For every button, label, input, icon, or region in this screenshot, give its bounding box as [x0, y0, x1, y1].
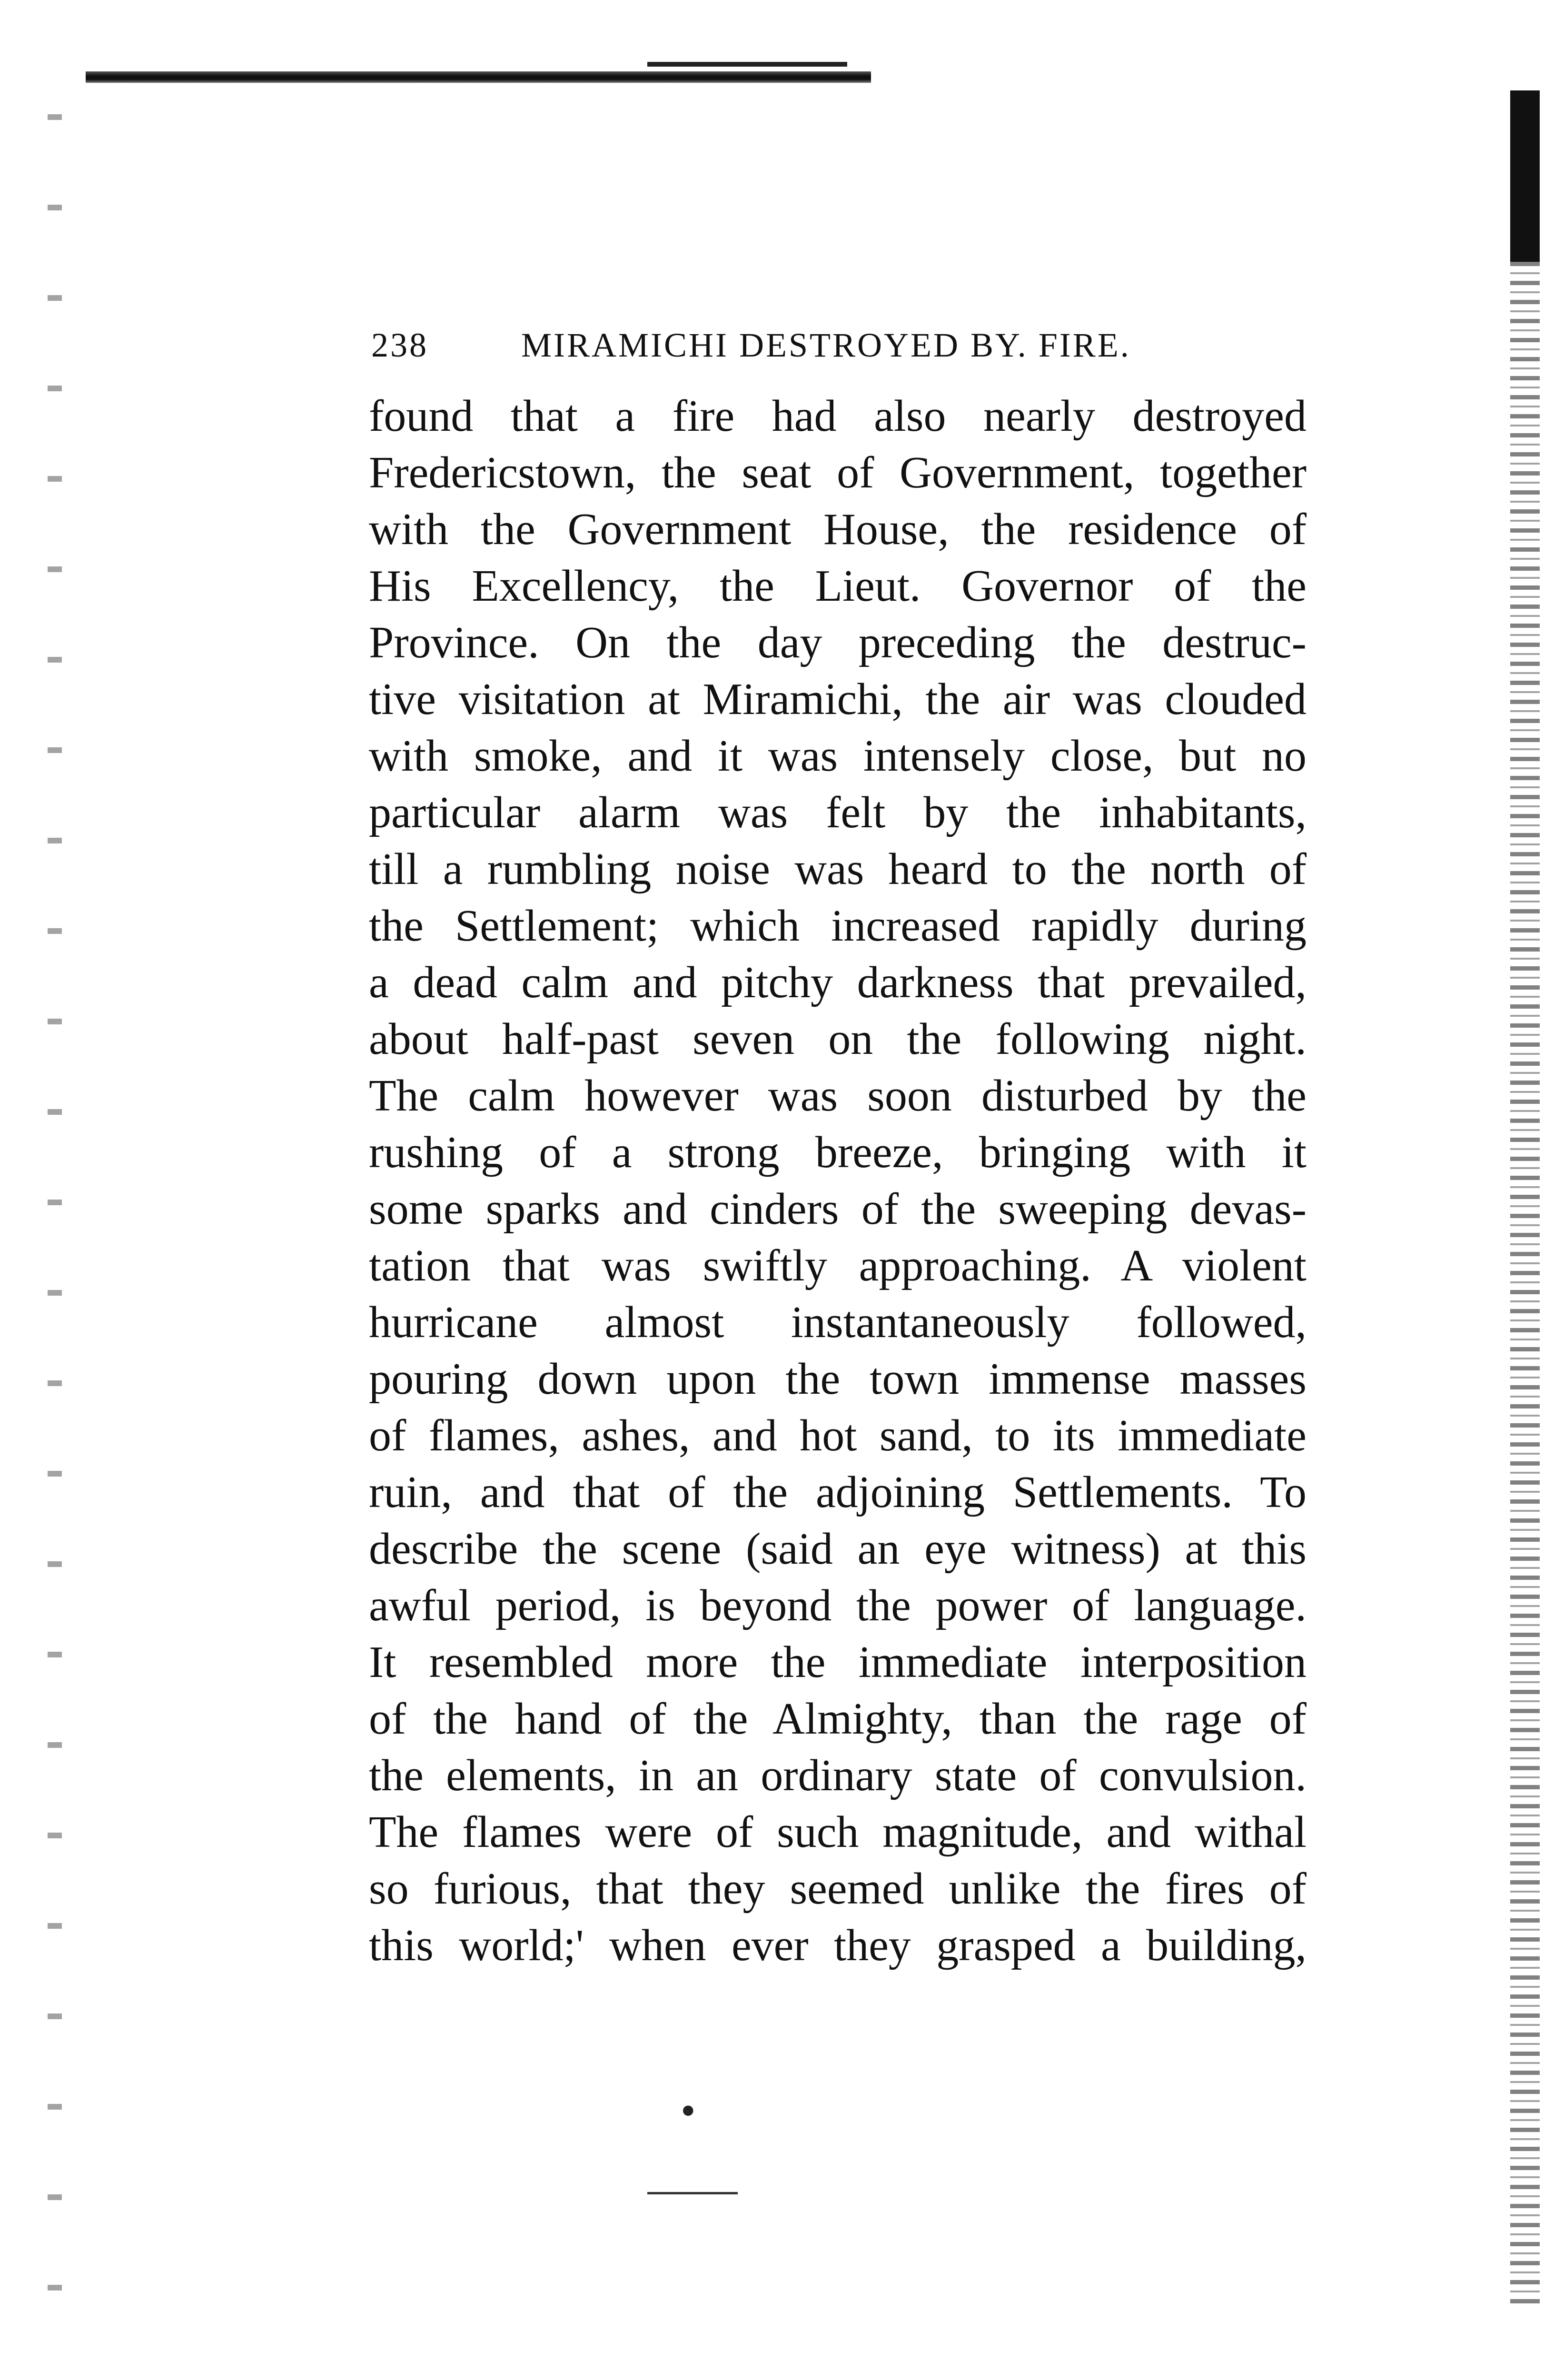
text-line: awful period, is beyond the power of language.: [369, 1581, 1307, 1630]
text-line: found that a fire had also nearly destroyed: [369, 391, 1307, 441]
text-line: with the Government House, the residence of: [369, 505, 1307, 554]
text-line: pouring down upon the town immense masses: [369, 1354, 1307, 1404]
text-line: particular alarm was felt by the inhabitants,: [369, 788, 1307, 837]
text-line: so furious, that they seemed unlike the fires of: [369, 1864, 1307, 1914]
text-line: the elements, in an ordinary state of convulsion.: [369, 1751, 1307, 1800]
running-head: [371, 319, 1209, 371]
text-line: a dead calm and pitchy darkness that prevailed,: [369, 958, 1307, 1007]
scan-artifact-left-edge: [48, 76, 62, 2337]
text-line: till a rumbling noise was heard to the north of: [369, 844, 1307, 894]
text-line: Fredericstown, the seat of Government, together: [369, 448, 1307, 497]
text-line: of the hand of the Almighty, than the rage of: [369, 1694, 1307, 1744]
scan-artifact-top-line: [647, 62, 847, 67]
scan-artifact-ink-mark: •: [681, 2087, 696, 2134]
page-number: 238: [371, 326, 428, 364]
scan-artifact-top-rule: [86, 71, 871, 83]
scan-artifact-right-edge-dark: [1510, 90, 1540, 262]
scan-artifact-right-edge: [1510, 90, 1540, 2304]
text-line: hurricane almost instantaneously followed,: [369, 1298, 1307, 1347]
text-line: tation that was swiftly approaching. A violent: [369, 1241, 1307, 1290]
text-line: ruin, and that of the adjoining Settlements. To: [369, 1468, 1307, 1517]
text-line: describe the scene (said an eye witness) at this: [369, 1524, 1307, 1574]
text-line: the Settlement; which increased rapidly during: [369, 901, 1307, 951]
running-head-title: MIRAMICHI DESTROYED BY. FIRE.: [521, 326, 1131, 364]
text-line: about half-past seven on the following night.: [369, 1014, 1307, 1064]
text-line: with smoke, and it was intensely close, but no: [369, 731, 1307, 781]
text-line: His Excellency, the Lieut. Governor of the: [369, 561, 1307, 611]
text-line: some sparks and cinders of the sweeping devas-: [369, 1184, 1307, 1234]
scan-artifact-bottom-rule: [647, 2192, 738, 2194]
text-line: The calm however was soon disturbed by the: [369, 1071, 1307, 1121]
text-line: rushing of a strong breeze, bringing with it: [369, 1128, 1307, 1177]
text-line: of flames, ashes, and hot sand, to its immediate: [369, 1411, 1307, 1460]
text-line: Province. On the day preceding the destruc-: [369, 618, 1307, 667]
text-line: this world;' when ever they grasped a building,: [369, 1921, 1307, 1970]
body-text: [369, 388, 1307, 1974]
text-line: tive visitation at Miramichi, the air was clouded: [369, 674, 1307, 724]
text-line: It resembled more the immediate interposition: [369, 1637, 1307, 1687]
text-line: The flames were of such magnitude, and withal: [369, 1807, 1307, 1857]
